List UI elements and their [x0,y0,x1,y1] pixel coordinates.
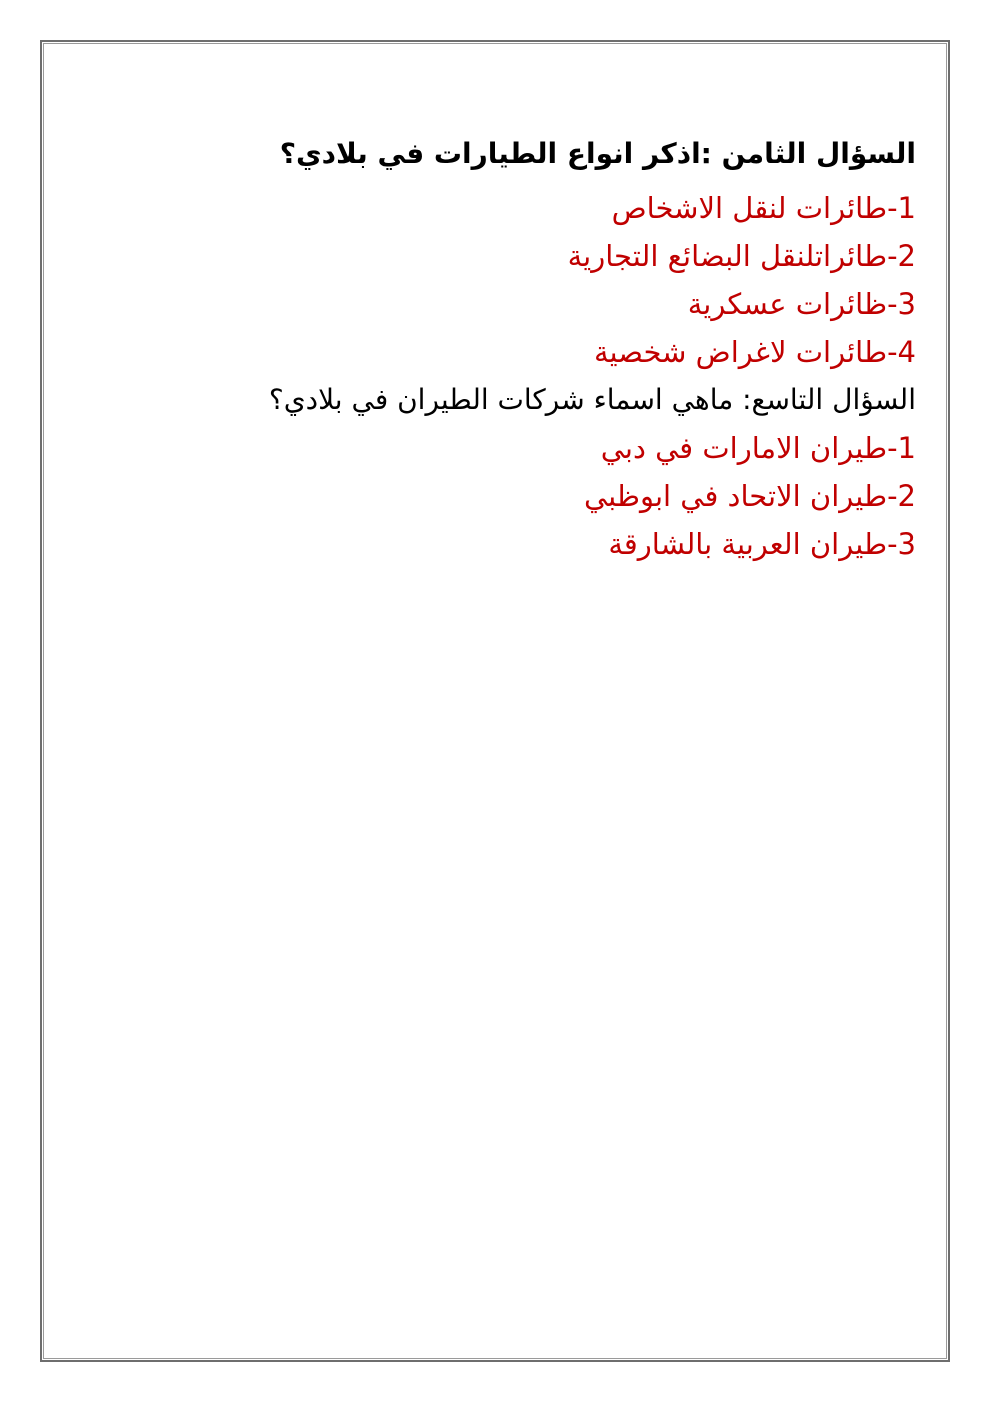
question-8-answer-1: 1-طائرات لنقل الاشخاص [611,191,916,225]
question-9-answer-1: 1-طيران الامارات في دبي [600,431,916,465]
question-8-answer-3: 3-ظائرات عسكرية [687,287,916,321]
question-9-answer-2: 2-طيران الاتحاد في ابوظبي [583,479,916,513]
question-9-heading: السؤال التاسع: ماهي اسماء شركات الطيران في بلادي؟ [268,383,916,416]
question-8-answer-4: 4-طائرات لاغراض شخصية [594,335,916,369]
question-8-heading: السؤال الثامن :اذكر انواع الطيارات في بلادي؟ [279,137,916,170]
document-body [156,134,916,568]
question-9-answer-3: 3-طيران العربية بالشارقة [608,527,916,561]
question-8-answer-2: 2-طائراتلنقل البضائع التجارية [567,239,916,273]
